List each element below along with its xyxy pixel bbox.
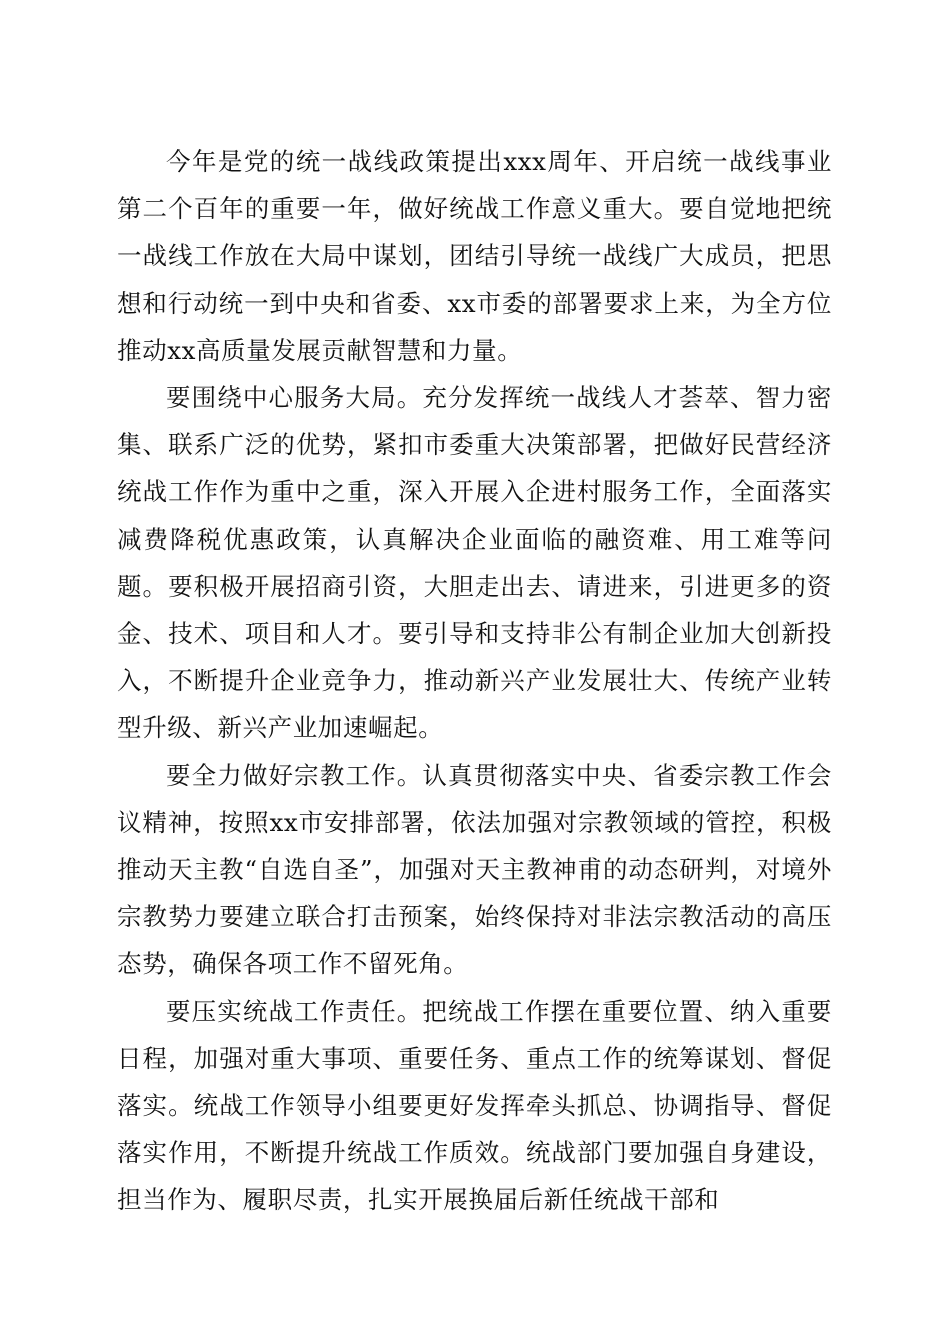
paragraph-serve-overall: 要围绕中心服务大局。充分发挥统一战线人才荟萃、智力密集、联系广泛的优势，紧扣市委重大决策部署，把做好民营经济统战工作作为重中之重，深入开展入企进村服务工作，全面落实减费降税优惠政策，认真解决企业面临的融资难、用工难等问题。要积极开展招商引资，大胆走出去、请进来，引进更多的资金、技术、项目和人才。要引导和支持非公有制企业加大创新投入，不断提升企业竞争力，推动新兴产业发展壮大、传统产业转型升级、新兴产业加速崛起。 bbox=[117, 383, 832, 743]
paragraph-intro: 今年是党的统一战线政策提出xxx周年、开启统一战线事业第二个百年的重要一年，做好统战工作意义重大。要自觉地把统一战线工作放在大局中谋划，团结引导统一战线广大成员，把思想和行动统一到中央和省委、xx市委的部署要求上来，为全方位推动xx高质量发展贡献智慧和力量。 bbox=[117, 147, 832, 365]
paragraph-religious-work: 要全力做好宗教工作。认真贯彻落实中央、省委宗教工作会议精神，按照xx市安排部署，依法加强对宗教领域的管控，积极推动天主教“自选自圣”，加强对天主教神甫的动态研判，对境外宗教势力要建立联合打击预案，始终保持对非法宗教活动的高压态势，确保各项工作不留死角。 bbox=[117, 760, 832, 979]
document-body bbox=[117, 138, 832, 1224]
paragraph-responsibility: 要压实统战工作责任。把统战工作摆在重要位置、纳入重要日程，加强对重大事项、重要任务、重点工作的统筹谋划、督促落实。统战工作领导小组要更好发挥牵头抓总、协调指导、督促落实作用，不断提升统战工作质效。统战部门要加强自身建设，担当作为、履职尽责，扎实开展换届后新任统战干部和 bbox=[117, 996, 832, 1215]
